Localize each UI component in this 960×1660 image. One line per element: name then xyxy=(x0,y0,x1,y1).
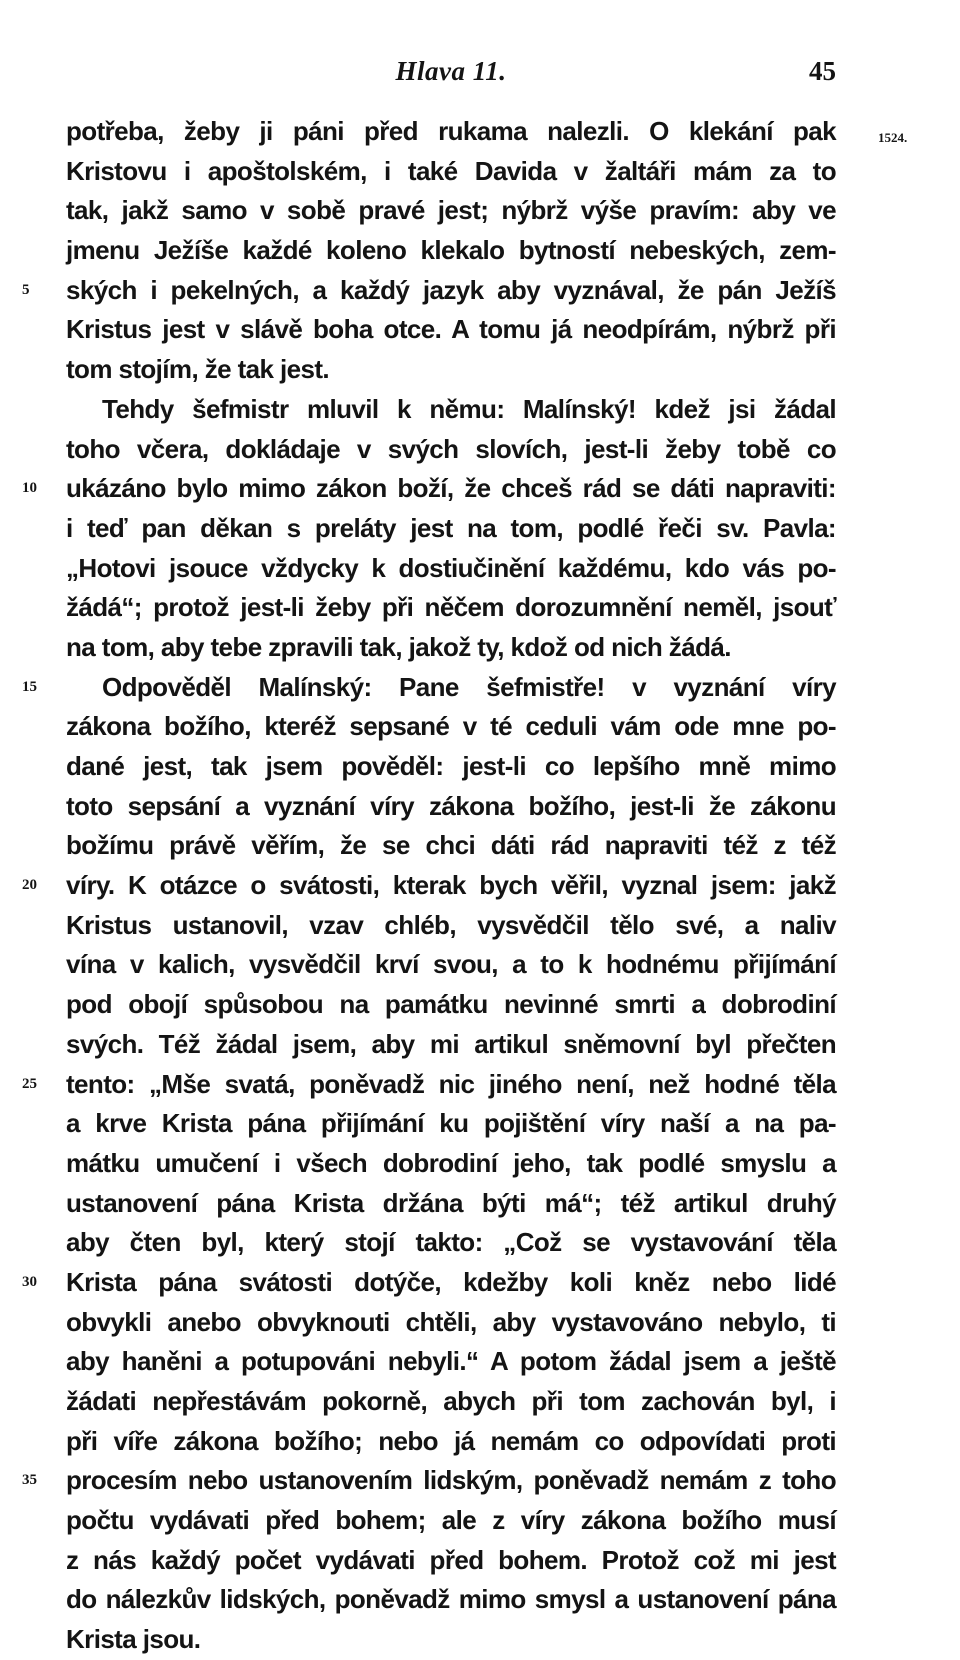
line-text: na tom, aby tebe zpravili tak, jakož ty, kdož od nich žádá. xyxy=(66,631,731,662)
text-line xyxy=(66,509,836,549)
running-head: Hlava 11. xyxy=(395,56,507,86)
line-text: potřeba, žeby ji páni před rukama nalezli. O klekání pak xyxy=(66,116,836,146)
line-text: Tehdy šefmistr mluvil k němu: Malínský! kdež jsi žádal xyxy=(102,393,836,424)
text-line xyxy=(22,1065,836,1105)
text-line xyxy=(66,1303,836,1343)
line-text: počtu vydávati před bohem; ale z víry zákona božího musí xyxy=(66,1505,836,1536)
line-text: ustanovení pána Krista držána býti má“; též artikul druhý xyxy=(66,1187,836,1218)
line-text: a krve Krista pána přijímání ku pojištění víry naší a na pa- xyxy=(66,1108,836,1139)
page-number: 45 xyxy=(809,56,836,86)
line-text: mátku umučení i všech dobrodiní jeho, tak podlé smyslu a xyxy=(66,1147,836,1178)
line-text: „Hotovi jsouce vždycky k dostiučinění každému, kdo vás po- xyxy=(66,552,836,583)
text-line xyxy=(22,866,836,906)
line-text: zákona božího, kteréž sepsané v té ceduli vám ode mne po- xyxy=(66,711,836,742)
line-number: 20 xyxy=(22,877,37,894)
text-line xyxy=(22,271,836,311)
text-line xyxy=(66,588,836,628)
text-line xyxy=(66,350,836,390)
text-line xyxy=(66,549,836,589)
line-text: žádá“; protož jest-li žeby při něčem dorozumnění neměl, jsouť xyxy=(66,592,836,623)
text-line xyxy=(22,1263,836,1303)
text-line xyxy=(66,112,836,152)
text-line xyxy=(66,747,836,787)
line-text: procesím nebo ustanovením lidským, poněvadž nemám z toho xyxy=(66,1465,836,1496)
line-text: při víře zákona božího; nebo já nemám co odpovídati proti xyxy=(66,1425,836,1456)
line-text: Kristus jest v slávě boha otce. A tomu já neodpírám, nýbrž při xyxy=(66,314,836,345)
text-line xyxy=(66,191,836,231)
text-line xyxy=(66,1541,836,1581)
page-header xyxy=(66,56,836,96)
line-text: víry. K otázce o svátosti, kterak bych věřil, vyznal jsem: jakž xyxy=(66,870,836,901)
body-text xyxy=(22,112,836,1660)
text-line xyxy=(66,430,836,470)
line-text: obvykli anebo obvyknouti chtěli, aby vystavováno nebylo, ti xyxy=(66,1306,836,1337)
text-line xyxy=(66,826,836,866)
line-text: svých. Též žádal jsem, aby mi artikul sněmovní byl přečten xyxy=(66,1028,836,1059)
line-text: Krista jsou. xyxy=(66,1624,201,1655)
line-text: božímu právě věřím, že se chci dáti rád napraviti též z též xyxy=(66,830,836,861)
text-line xyxy=(66,945,836,985)
line-text: i teď pan děkan s preláty jest na tom, podlé řeči sv. Pavla: xyxy=(66,512,836,543)
text-line xyxy=(66,1184,836,1224)
text-line xyxy=(66,1223,836,1263)
line-number: 10 xyxy=(22,480,37,497)
text-line xyxy=(66,707,836,747)
line-number: 25 xyxy=(22,1075,37,1092)
line-text: z nás každý počet vydávati před bohem. Protož což mi jest xyxy=(66,1544,836,1575)
text-line xyxy=(22,1461,836,1501)
line-number: 35 xyxy=(22,1472,37,1489)
line-number: 15 xyxy=(22,678,37,695)
line-text: Odpověděl Malínský: Pane šefmistře! v vyznání víry xyxy=(102,671,836,702)
text-line xyxy=(66,1104,836,1144)
line-text: žádati nepřestávám pokorně, abych při tom zachován byl, i xyxy=(66,1386,836,1416)
text-line xyxy=(66,1501,836,1541)
line-text: jmenu Ježíše každé koleno klekalo bytností nebeských, zem- xyxy=(66,235,836,266)
line-text: ských i pekelných, a každý jazyk aby vyznával, že pán Ježíš xyxy=(66,274,836,305)
text-line xyxy=(66,1422,836,1462)
text-line xyxy=(66,787,836,827)
line-number: 5 xyxy=(22,281,30,298)
text-line xyxy=(66,1144,836,1184)
text-line xyxy=(66,628,836,668)
line-text: Kristovu i apoštolském, i také Davida v žaltáři mám za to xyxy=(66,155,836,186)
text-line xyxy=(66,1382,836,1422)
line-text: do nálezkův lidských, poněvadž mimo smysl a ustanovení pána xyxy=(66,1584,836,1615)
line-text: ukázáno bylo mimo zákon boží, že chceš rád se dáti napraviti: xyxy=(66,473,836,504)
text-line xyxy=(66,985,836,1025)
text-line xyxy=(66,1620,836,1660)
text-line xyxy=(66,390,836,430)
text-line xyxy=(66,1580,836,1620)
line-text: Kristus ustanovil, vzav chléb, vysvědčil tělo své, a naliv xyxy=(66,909,836,940)
line-text: toho včera, dokládaje v svých slovích, jest-li žeby tobě co xyxy=(66,433,836,464)
line-text: dané jest, tak jsem pověděl: jest-li co lepšího mně mimo xyxy=(66,751,836,781)
text-line xyxy=(66,310,836,350)
line-text: toto sepsání a vyznání víry zákona božího, jest-li že zákonu xyxy=(66,790,836,821)
text-line xyxy=(66,1342,836,1382)
text-line xyxy=(66,1025,836,1065)
margin-year-note: 1524. xyxy=(878,130,908,145)
text-line xyxy=(66,906,836,946)
text-line xyxy=(66,231,836,271)
line-text: tak, jakž samo v sobě pravé jest; nýbrž výše pravím: aby ve xyxy=(66,195,836,226)
line-text: aby čten byl, který stojí takto: „Což se vystavování těla xyxy=(66,1227,836,1258)
line-text: vína v kalich, vysvědčil krví svou, a to k hodnému přijímání xyxy=(66,949,836,980)
text-line xyxy=(66,152,836,192)
line-text: tento: „Mše svatá, poněvadž nic jiného není, než hodné těla xyxy=(66,1068,836,1099)
line-text: tom stojím, že tak jest. xyxy=(66,354,330,385)
line-text: pod obojí spůsobou na památku nevinné smrti a dobrodiní xyxy=(66,989,836,1020)
line-number: 30 xyxy=(22,1273,37,1290)
line-text: Krista pána svátosti dotýče, kdežby koli kněz nebo lidé xyxy=(66,1266,836,1297)
text-line xyxy=(22,668,836,708)
text-line xyxy=(22,469,836,509)
line-text: aby haněni a potupováni nebyli.“ A potom žádal jsem a ještě xyxy=(66,1346,836,1377)
